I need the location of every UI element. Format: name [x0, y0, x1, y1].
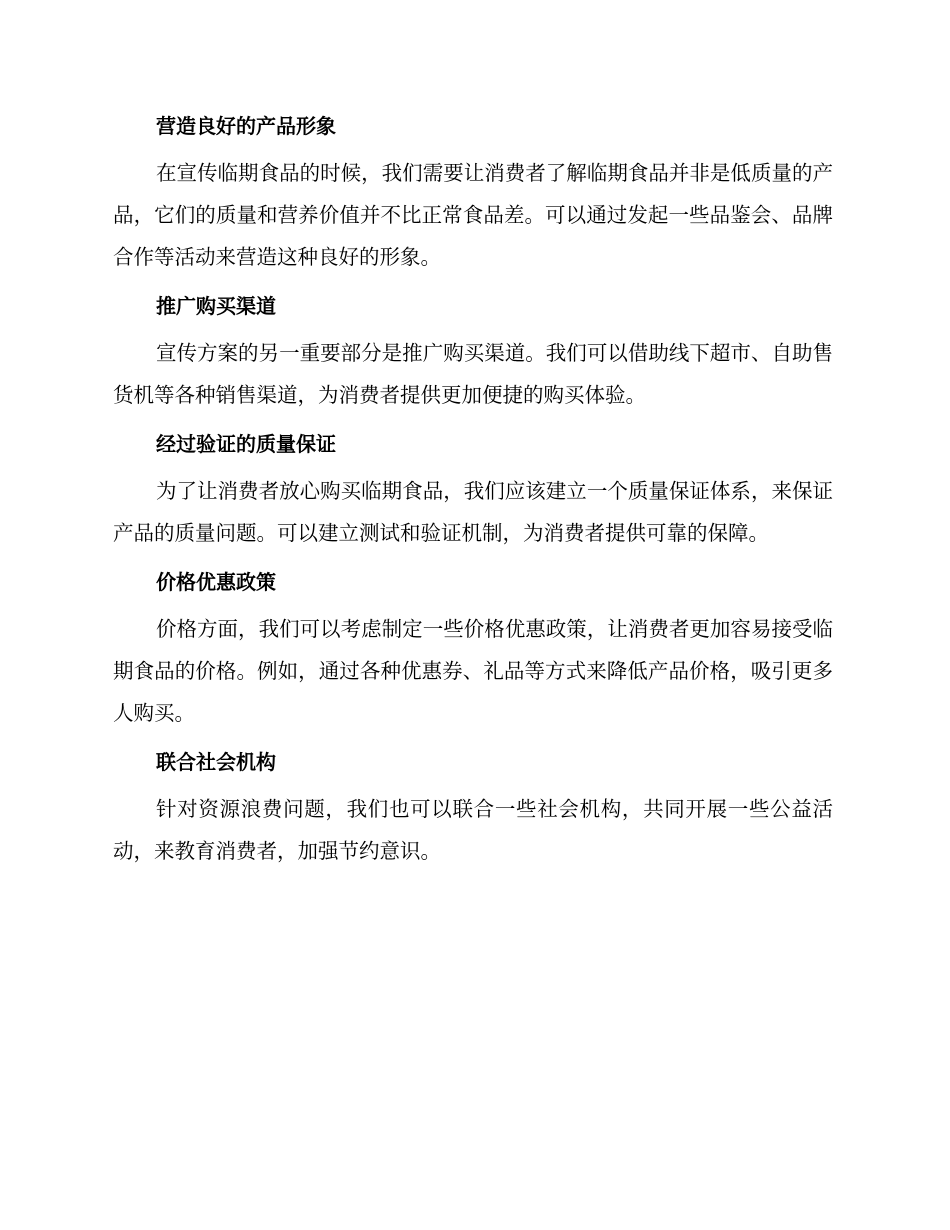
section-heading: 价格优惠政策	[156, 570, 276, 594]
section-quality-assurance	[113, 426, 833, 554]
section-paragraph: 针对资源浪费问题，我们也可以联合一些社会机构，共同开展一些公益活动，来教育消费者，加强节约意识。	[113, 797, 833, 863]
section-heading: 推广购买渠道	[156, 294, 276, 318]
section-paragraph: 宣传方案的另一重要部分是推广购买渠道。我们可以借助线下超市、自助售货机等各种销售渠道，为消费者提供更加便捷的购买体验。	[113, 341, 833, 407]
document-body	[113, 108, 833, 882]
section-product-image	[113, 108, 833, 278]
section-purchase-channels	[113, 288, 833, 416]
section-paragraph: 在宣传临期食品的时候，我们需要让消费者了解临期食品并非是低质量的产品，它们的质量和营养价值并不比正常食品差。可以通过发起一些品鉴会、品牌合作等活动来营造这种良好的形象。	[113, 161, 833, 269]
section-paragraph: 价格方面，我们可以考虑制定一些价格优惠政策，让消费者更加容易接受临期食品的价格。例如，通过各种优惠券、礼品等方式来降低产品价格，吸引更多人购买。	[113, 617, 833, 725]
section-heading: 营造良好的产品形象	[156, 114, 336, 138]
section-social-organizations	[113, 744, 833, 872]
section-heading: 经过验证的质量保证	[156, 432, 336, 456]
section-price-discount	[113, 564, 833, 734]
section-paragraph: 为了让消费者放心购买临期食品，我们应该建立一个质量保证体系，来保证产品的质量问题。可以建立测试和验证机制，为消费者提供可靠的保障。	[113, 479, 833, 545]
section-heading: 联合社会机构	[156, 750, 276, 774]
